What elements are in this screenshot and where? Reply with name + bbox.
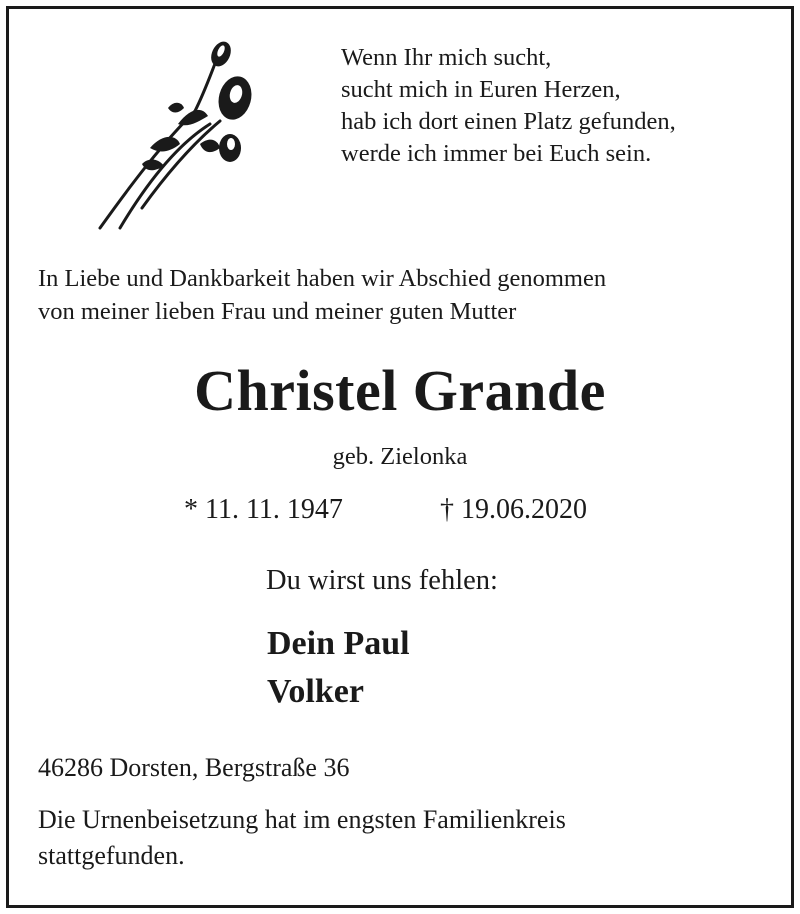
birth-date: * 11. 11. 1947 [184, 494, 343, 525]
intro-line: In Liebe und Dankbarkeit haben wir Abschied genommen [38, 265, 607, 292]
intro-line: von meiner lieben Frau und meiner guten Mutter [38, 298, 517, 325]
intro-text [38, 262, 606, 328]
signer-name: Dein Paul [267, 625, 410, 662]
poem-line: werde ich immer bei Euch sein. [341, 140, 652, 167]
poem-line: sucht mich in Euren Herzen, [341, 76, 621, 103]
birth-name: geb. Zielonka [332, 443, 468, 470]
burial-line: Die Urnenbeisetzung hat im engsten Familienkreis [38, 805, 566, 834]
death-date: † 19.06.2020 [440, 494, 587, 525]
burial-line: stattgefunden. [38, 841, 185, 870]
deceased-name: Christel Grande [194, 358, 606, 423]
address: 46286 Dorsten, Bergstraße 36 [38, 753, 350, 782]
signer-name: Volker [267, 673, 364, 710]
poem-line: hab ich dort einen Platz gefunden, [341, 108, 676, 135]
closing-phrase: Du wirst uns fehlen: [266, 565, 498, 596]
burial-notice [38, 802, 566, 874]
rose-icon [90, 36, 260, 236]
poem-line: Wenn Ihr mich sucht, [341, 44, 552, 71]
poem-verse [341, 42, 676, 170]
